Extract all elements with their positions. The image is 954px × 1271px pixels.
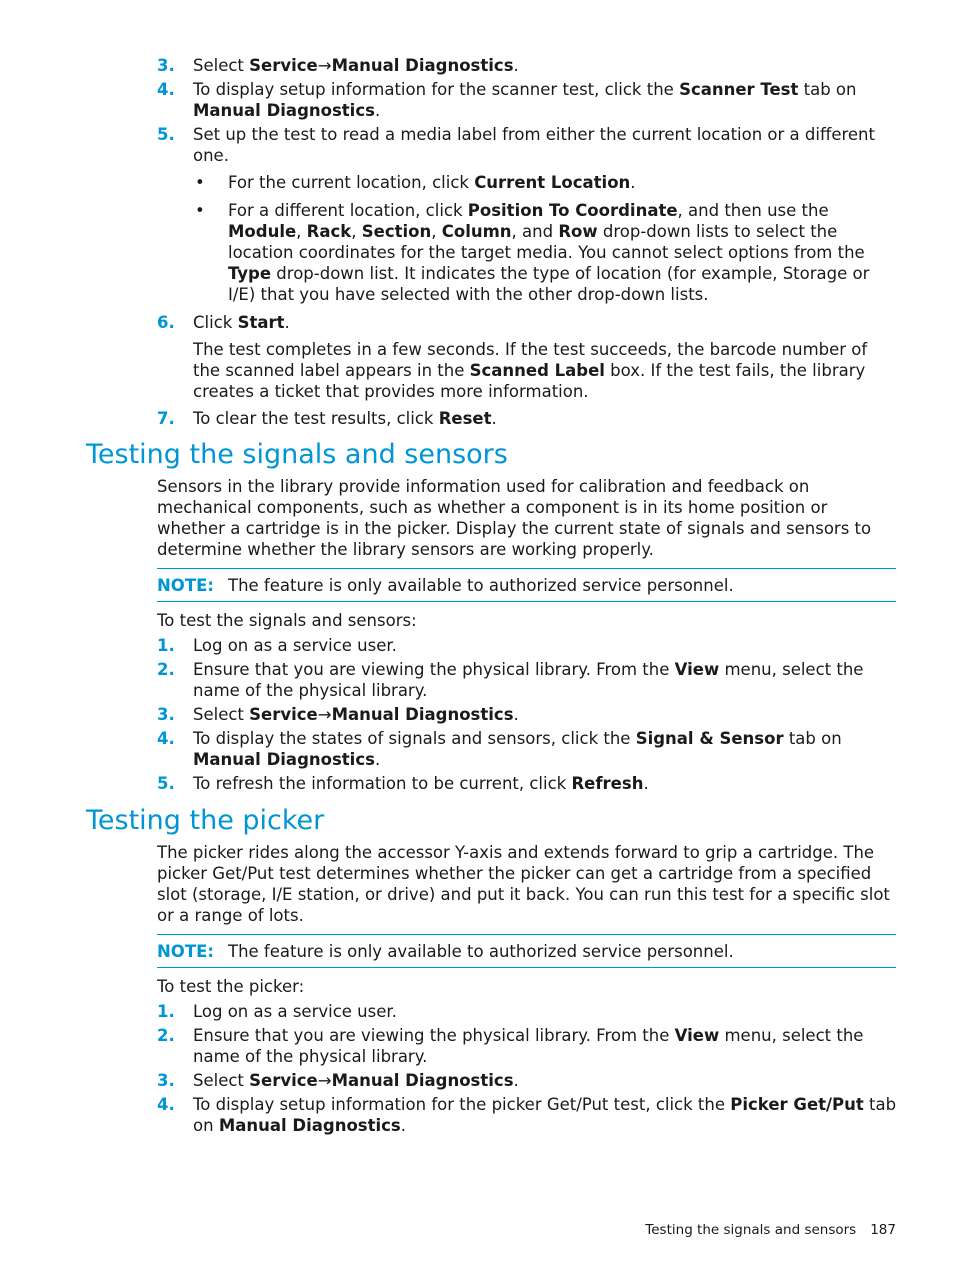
section-heading-picker: Testing the picker — [86, 805, 325, 836]
bullet-item: • For a different location, click Position To Coordinate, and then use the Module, Rack, Section, Column, and Row drop-down lists to select the location coordinates for the target media. You cannot select options from the Type drop-down list. It indicates the type of location (for example, Storage or I/E) that you have selected with the other drop-down lists. — [195, 201, 870, 304]
step-number: 2. — [157, 1026, 175, 1045]
note-box — [157, 934, 896, 968]
bullet-item: • For the current location, click Current Location. — [195, 173, 636, 192]
step-number: 1. — [157, 1002, 175, 1021]
step-number: 3. — [157, 1071, 175, 1090]
list-item: 7. To clear the test results, click Reset. — [157, 409, 497, 428]
list-item: 4. To display setup information for the picker Get/Put test, click the Picker Get/Put tab on Manual Diagnostics. — [157, 1095, 897, 1135]
step-number: 5. — [157, 125, 175, 144]
list-item: 1. Log on as a service user. — [157, 636, 397, 655]
note-box — [157, 568, 896, 602]
step-number: 1. — [157, 636, 175, 655]
top-step-list — [157, 55, 897, 429]
list-item: 3. Select Service→Manual Diagnostics. — [157, 705, 519, 724]
list-item: 3. Select Service→Manual Diagnostics. — [157, 56, 519, 75]
step-number: 4. — [157, 729, 175, 748]
note-label: NOTE: — [157, 942, 214, 961]
page-number: 187 — [870, 1222, 896, 1238]
section-heading-signals: Testing the signals and sensors — [86, 439, 508, 470]
list-item: 4. To display the states of signals and sensors, click the Signal & Sensor tab on Manual Diagnostics. — [157, 729, 842, 769]
list-item: 2. Ensure that you are viewing the physical library. From the View menu, select the name of the physical library. — [157, 1026, 864, 1066]
signals-step-list — [157, 635, 897, 794]
footer-title: Testing the signals and sensors — [645, 1222, 857, 1238]
step-number: 3. — [157, 56, 175, 75]
bullet-icon: • — [195, 201, 205, 220]
step-number: 2. — [157, 660, 175, 679]
list-item: 5. To refresh the information to be current, click Refresh. — [157, 774, 649, 793]
step-number: 4. — [157, 80, 175, 99]
section-body-signals: Sensors in the library provide information used for calibration and feedback on mechanical components, such as whether a component is in its home position or whether a cartridge is in the picker. Display the current state of signals and sensors to determine whether the library sensors are working properly. — [157, 477, 872, 559]
note-text: The feature is only available to authorized service personnel. — [228, 942, 734, 961]
step-number: 3. — [157, 705, 175, 724]
section-body-picker: The picker rides along the accessor Y-axis and extends forward to grip a cartridge. The picker Get/Put test determines whether the picker can get a cartridge from a specified slot (storage, I/E station, or drive) and put it back. You can run this test for a specific slot or a range of lots. — [157, 843, 890, 925]
list-item: 2. Ensure that you are viewing the physical library. From the View menu, select the name of the physical library. — [157, 660, 864, 700]
page-footer — [645, 1222, 896, 1238]
list-item: 3. Select Service→Manual Diagnostics. — [157, 1071, 519, 1090]
list-item: 6. Click Start. The test completes in a few seconds. If the test succeeds, the barcode number of the scanned label appears in the Scanned Label box. If the test fails, the library creates a ticket that provides more information. — [157, 312, 897, 402]
note-label: NOTE: — [157, 576, 214, 595]
picker-step-list — [157, 1001, 897, 1136]
step-number: 7. — [157, 409, 175, 428]
step-number: 5. — [157, 774, 175, 793]
list-item: 1. Log on as a service user. — [157, 1002, 397, 1021]
procedure-intro: To test the signals and sensors: — [157, 611, 417, 630]
step-paragraph: The test completes in a few seconds. If the test succeeds, the barcode number of the scanned label appears in the Scanned Label box. If the test fails, the library creates a ticket that provides more information. — [193, 340, 868, 401]
step-number: 6. — [157, 313, 175, 332]
procedure-intro: To test the picker: — [157, 977, 305, 996]
step-number: 4. — [157, 1095, 175, 1114]
list-item: 5. Set up the test to read a media label from either the current location or a different one. — [157, 125, 875, 165]
note-text: The feature is only available to authorized service personnel. — [228, 576, 734, 595]
list-item: 4. To display setup information for the scanner test, click the Scanner Test tab on Manual Diagnostics. — [157, 80, 857, 120]
bullet-icon: • — [195, 173, 205, 192]
